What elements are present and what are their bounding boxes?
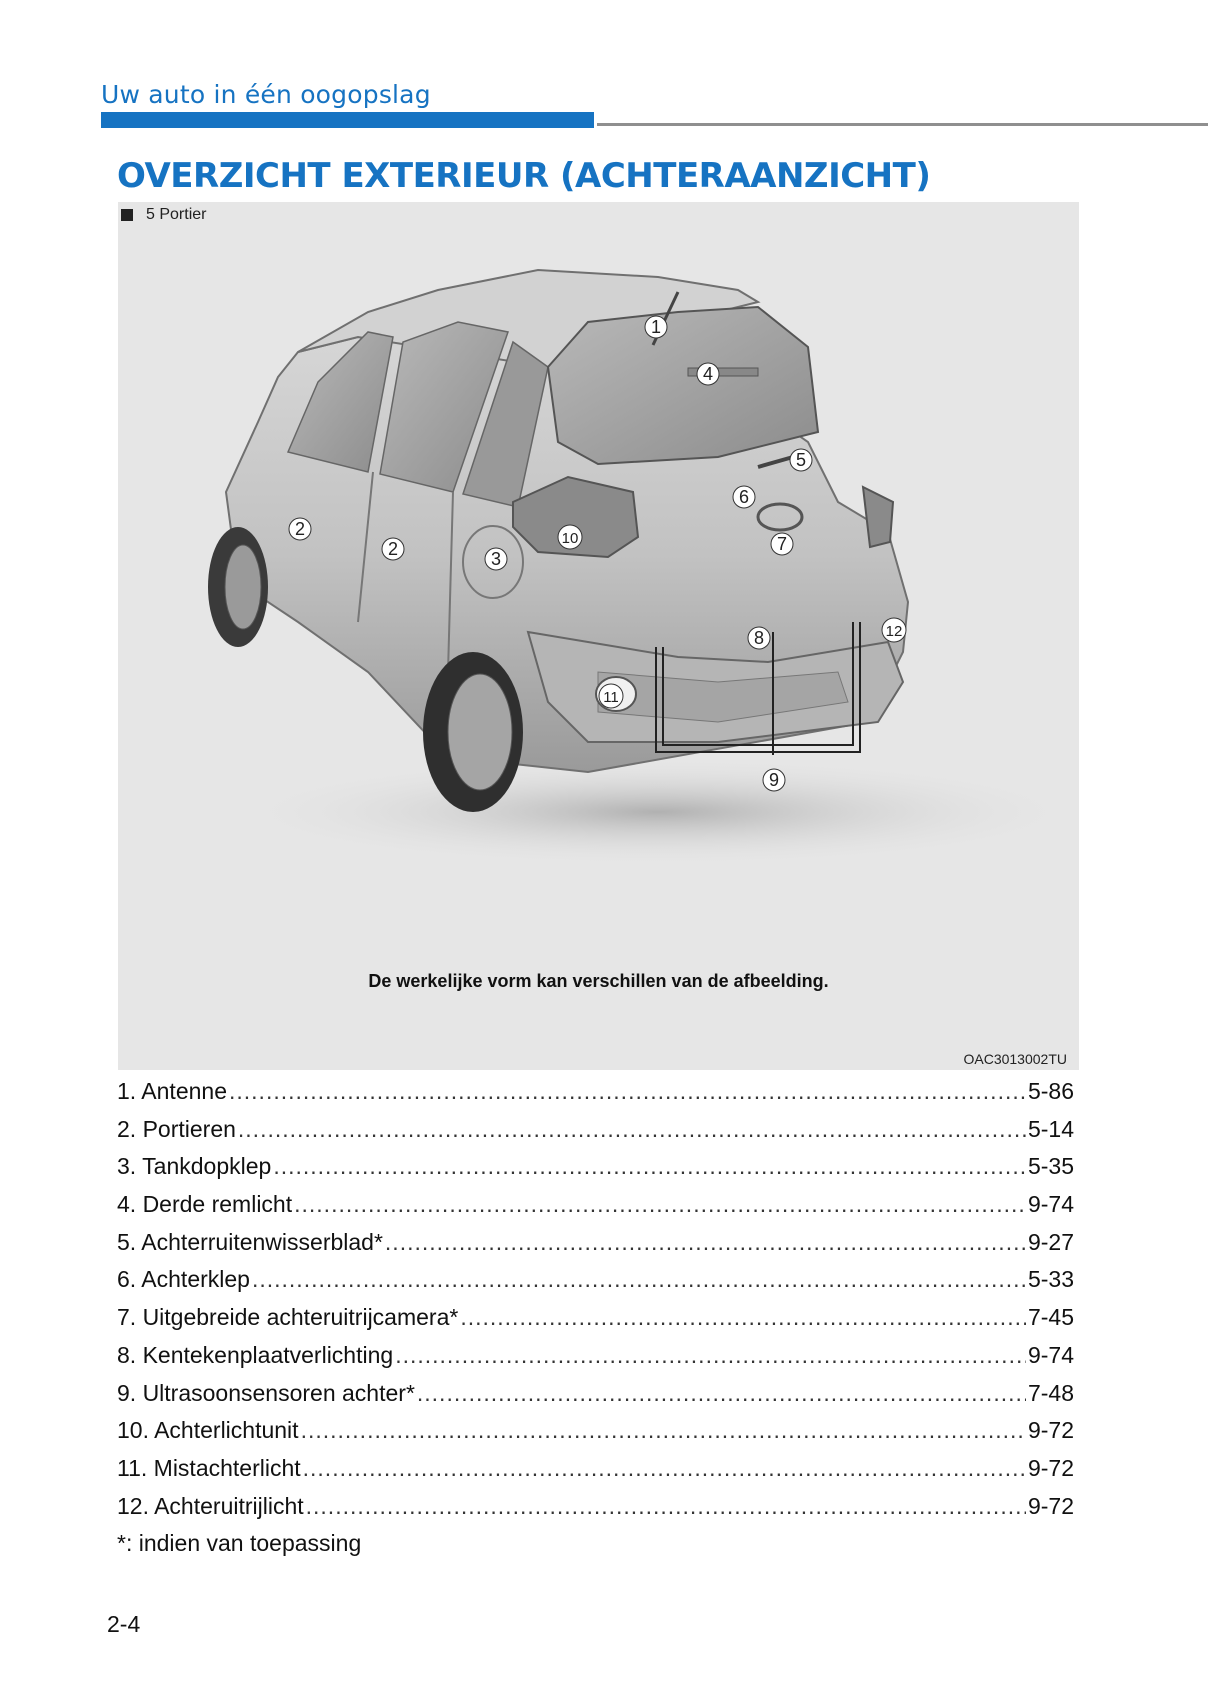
legend-item [117, 1304, 1074, 1342]
callout-label: 7 [776, 534, 788, 554]
legend-label: 7. Uitgebreide achteruitrijcamera* [117, 1304, 459, 1331]
variant-text: 5 Portier [146, 206, 207, 223]
callout-label: 12 [885, 623, 903, 640]
legend-label: 4. Derde remlicht [117, 1191, 293, 1218]
leader-dots [301, 1417, 1026, 1444]
callout-label: 6 [738, 487, 750, 507]
legend-page-ref: 9-72 [1027, 1492, 1074, 1519]
leader-dots [395, 1342, 1026, 1369]
legend-page-ref: 9-74 [1027, 1341, 1074, 1368]
ground-shadow [228, 757, 1079, 867]
legend-page-ref: 9-72 [1027, 1454, 1074, 1481]
legend-item [117, 1078, 1074, 1116]
legend-item [117, 1153, 1074, 1191]
callout-label: 8 [753, 628, 765, 648]
legend-page-ref: 7-48 [1027, 1379, 1074, 1406]
footnote: *: indien van toepassing [117, 1530, 362, 1556]
leader-dots [460, 1304, 1026, 1331]
variant-label [121, 206, 206, 224]
car-rear-illustration [118, 202, 1079, 1070]
leader-dots [417, 1380, 1026, 1407]
legend-label: 12. Achteruitrijlicht [117, 1492, 304, 1519]
legend-page-ref: 9-74 [1027, 1191, 1074, 1218]
legend-page-ref: 5-14 [1027, 1115, 1074, 1142]
leader-dots [294, 1191, 1026, 1218]
legend-label: 6. Achterklep [117, 1266, 250, 1293]
front-wheel-rim [225, 545, 261, 629]
legend-label: 11. Mistachterlicht [117, 1454, 301, 1481]
legend-item [117, 1417, 1074, 1455]
legend-label: 2. Portieren [117, 1115, 236, 1142]
page-heading: OVERZICHT EXTERIEUR (ACHTERAANZICHT) [117, 156, 931, 196]
legend-item [117, 1191, 1074, 1229]
leader-dots [252, 1266, 1026, 1293]
legend-item [117, 1116, 1074, 1154]
callout-label: 2 [294, 519, 306, 539]
rear-wheel-rim [448, 674, 512, 790]
legend-item [117, 1455, 1074, 1493]
rear-window [548, 307, 818, 464]
legend-page-ref: 7-45 [1027, 1304, 1074, 1331]
leader-dots [238, 1116, 1026, 1143]
header-rule [597, 123, 1208, 126]
bullet-square [121, 209, 133, 221]
legend-page-ref: 5-33 [1027, 1266, 1074, 1293]
legend-item [117, 1380, 1074, 1418]
leader-dots [385, 1229, 1026, 1256]
callout-label: 5 [795, 450, 807, 470]
legend-page-ref: 5-86 [1027, 1078, 1074, 1104]
callout-label: 2 [387, 539, 399, 559]
section-title: Uw auto in één oogopslag [101, 80, 431, 109]
legend-item [117, 1266, 1074, 1304]
header-rule-accent [101, 112, 594, 128]
legend-label: 3. Tankdopklep [117, 1153, 272, 1180]
leader-dots [306, 1493, 1026, 1520]
legend-label: 9. Ultrasoonsensoren achter* [117, 1379, 415, 1406]
callout-label: 4 [702, 364, 714, 384]
legend-label: 1. Antenne [117, 1078, 227, 1104]
leader-dots [303, 1455, 1026, 1482]
leader-dots [229, 1078, 1026, 1105]
leader-dots [273, 1153, 1026, 1180]
figure-code: OAC3013002TU [963, 1051, 1067, 1067]
legend-label: 8. Kentekenplaatverlichting [117, 1341, 394, 1368]
callout-label: 11 [603, 689, 619, 706]
callout-label: 9 [768, 770, 780, 790]
legend-item [117, 1493, 1074, 1531]
legend-page-ref: 5-35 [1027, 1153, 1074, 1180]
legend-page-ref: 9-72 [1027, 1417, 1074, 1444]
callout-label: 1 [650, 317, 662, 337]
legend-label: 10. Achterlichtunit [117, 1417, 299, 1444]
callout-label: 3 [490, 549, 502, 569]
callout-label: 10 [561, 530, 579, 547]
legend-item [117, 1229, 1074, 1267]
car-figure [118, 202, 1079, 1070]
page-number: 2-4 [107, 1611, 141, 1637]
figure-caption: De werkelijke vorm kan verschillen van de afbeelding. [368, 971, 829, 991]
legend-item [117, 1342, 1074, 1380]
legend-page-ref: 9-27 [1027, 1228, 1074, 1255]
legend-label: 5. Achterruitenwisserblad* [117, 1228, 383, 1255]
parts-legend [117, 1078, 1074, 1530]
